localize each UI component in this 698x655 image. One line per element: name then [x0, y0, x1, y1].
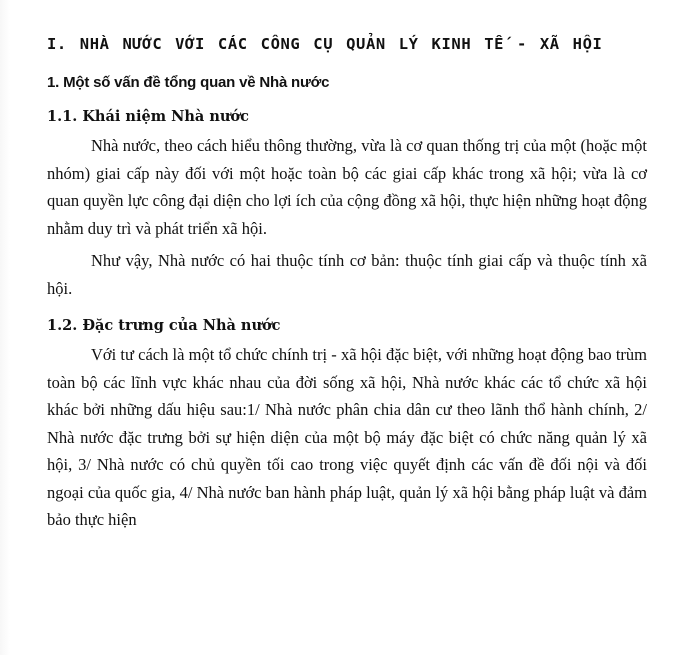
paragraph-characteristics: Với tư cách là một tổ chức chính trị - xã hội đặc biệt, với những hoạt động bao trùm toàn bộ các lĩnh vực khác nhau của đời sống xã hội, Nhà nước khác các tổ chức xã hội khác bởi những dấu hiệu sau:1/ Nhà nước phân chia dân cư theo lãnh thổ hành chính, 2/ Nhà nước đặc trưng bởi sự hiện diện của một bộ máy đặc biệt có chức năng quản lý xã hội, 3/ Nhà nước có chủ quyền tối cao trong việc quyết định các vấn đề đối nội và đối ngoại của quốc gia, 4/ Nhà nước ban hành pháp luật, quản lý xã hội bằng pháp luật và đảm bảo thực hiện	[47, 345, 647, 529]
subsection-title-1-2: 1.2. Đặc trưng của Nhà nước	[47, 317, 281, 334]
paragraph-attributes: Như vậy, Nhà nước có hai thuộc tính cơ bản: thuộc tính giai cấp và thuộc tính xã hội.	[47, 251, 647, 298]
chapter-title: I. NHÀ NƯỚC VỚI CÁC CÔNG CỤ QUẢN LÝ KINH TẾ - XÃ HỘI	[47, 35, 603, 53]
paragraph-definition: Nhà nước, theo cách hiểu thông thường, vừa là cơ quan thống trị của một (hoặc một nhóm) giai cấp này đối với một hoặc toàn bộ các giai cấp khác trong xã hội; vừa là cơ quan quyền lực công đại diện cho lợi ích của cộng đồng xã hội, thực hiện những hoạt động nhằm duy trì và phát triển xã hội.	[47, 136, 647, 238]
scan-edge	[0, 0, 10, 655]
page-content	[47, 30, 647, 534]
section-title: 1. Một số vấn đề tổng quan về Nhà nước	[47, 74, 330, 91]
subsection-title-1-1: 1.1. Khái niệm Nhà nước	[47, 108, 249, 125]
